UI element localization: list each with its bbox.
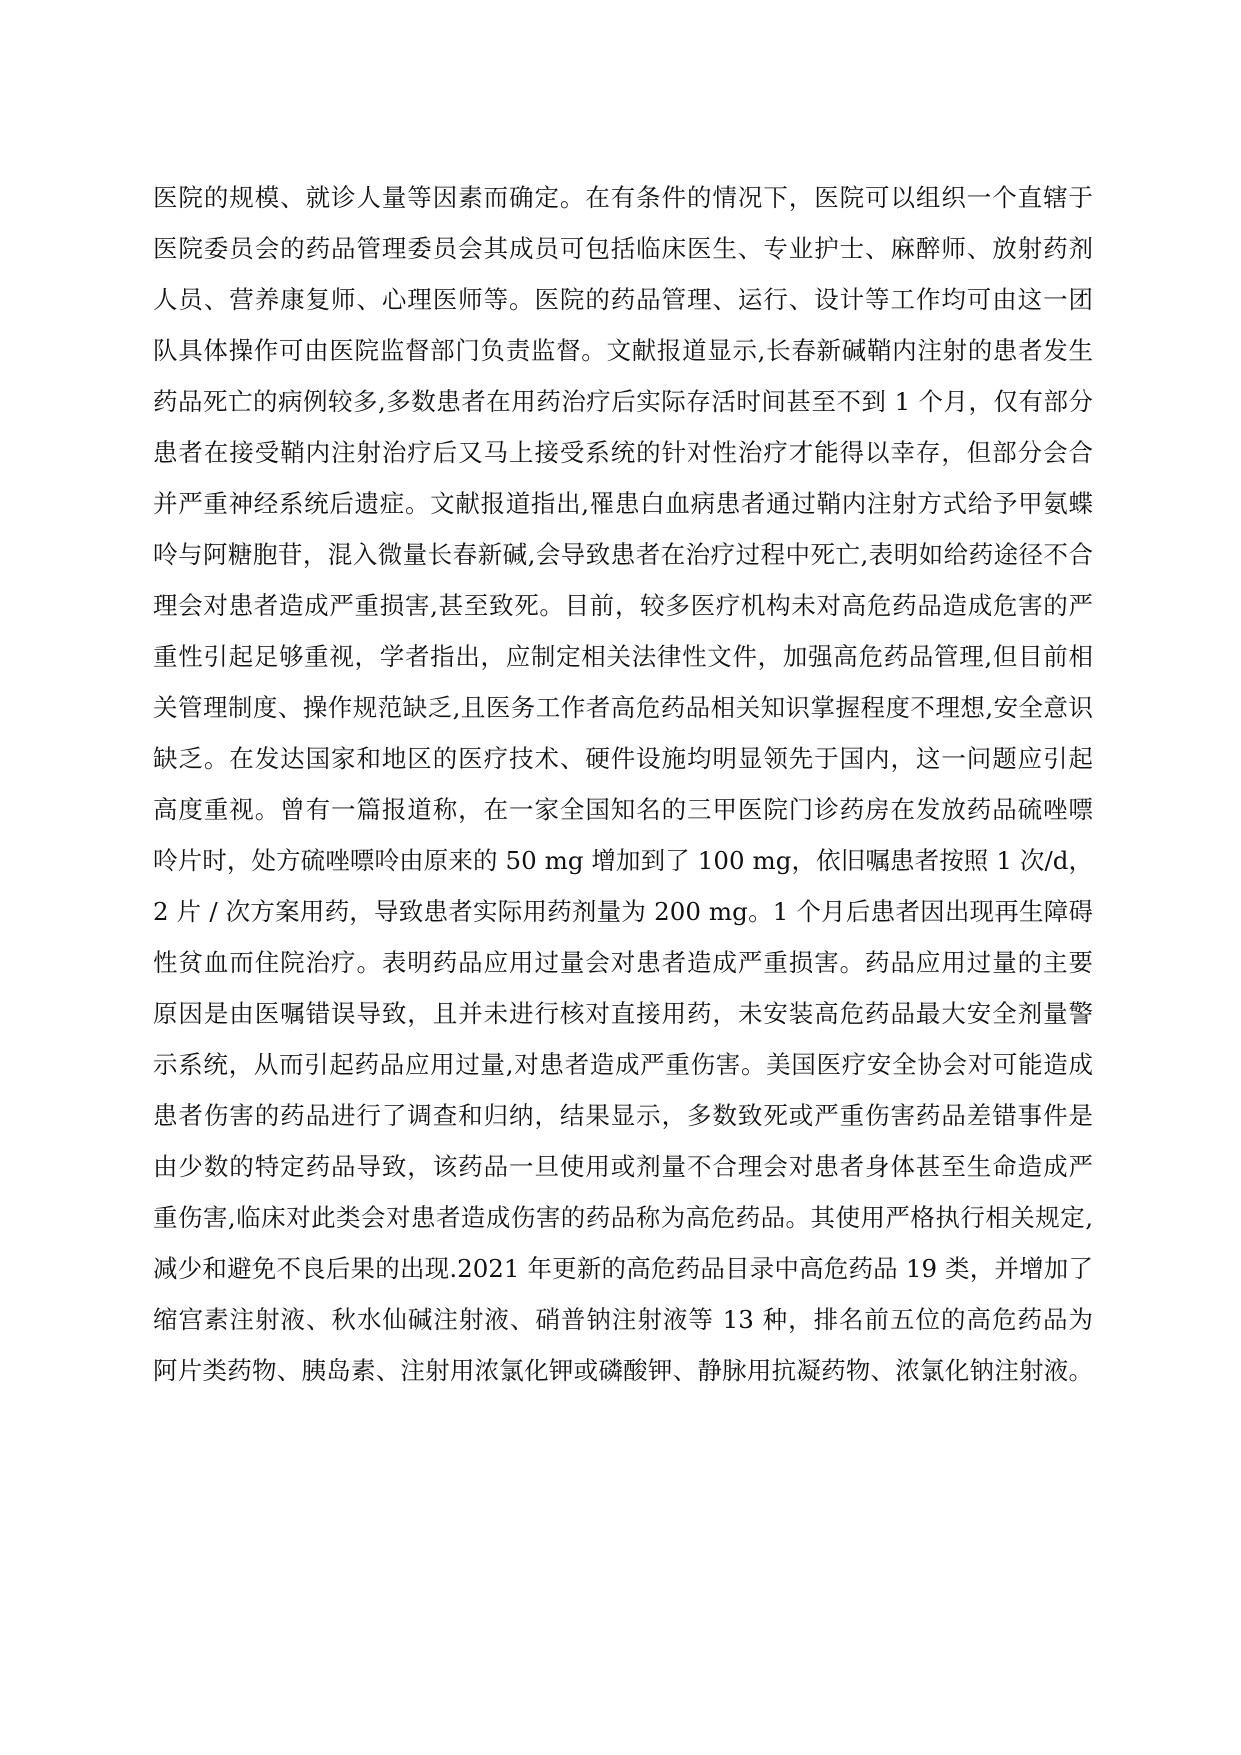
body-paragraph — [153, 172, 1093, 1396]
text-line-22: 减少和避免不良后果的出现.2021 年更新的高危药品目录中高危药品 19 类，并增加了 — [153, 1254, 1093, 1283]
text-line-21: 重伤害,临床对此类会对患者造成伤害的药品称为高危药品。其使用严格执行相关规定, — [153, 1203, 1093, 1232]
text-line-16: 性贫血而住院治疗。表明药品应用过量会对患者造成严重损害。药品应用过量的主要 — [153, 948, 1093, 977]
text-line-15: 2 片 / 次方案用药，导致患者实际用药剂量为 200 mg。1 个月后患者因出现再生障碍 — [153, 897, 1093, 926]
text-line-19: 患者伤害的药品进行了调查和归纳，结果显示，多数致死或严重伤害药品差错事件是 — [153, 1101, 1093, 1130]
text-line-5: 药品死亡的病例较多,多数患者在用药治疗后实际存活时间甚至不到 1 个月，仅有部分 — [153, 387, 1093, 416]
text-line-18: 示系统，从而引起药品应用过量,对患者造成严重伤害。美国医疗安全协会对可能造成 — [153, 1050, 1093, 1079]
text-line-10: 重性引起足够重视，学者指出，应制定相关法律性文件，加强高危药品管理,但目前相 — [153, 642, 1093, 671]
text-line-14: 呤片时，处方硫唑嘌呤由原来的 50 mg 增加到了 100 mg，依旧嘱患者按照 1 次/d， — [153, 846, 1093, 875]
text-line-13: 高度重视。曾有一篇报道称，在一家全国知名的三甲医院门诊药房在发放药品硫唑嘌 — [153, 795, 1093, 824]
text-line-20: 由少数的特定药品导致，该药品一旦使用或剂量不合理会对患者身体甚至生命造成严 — [153, 1152, 1093, 1181]
text-line-23: 缩宫素注射液、秋水仙碱注射液、硝普钠注射液等 13 种，排名前五位的高危药品为 — [153, 1305, 1093, 1334]
text-line-2: 医院委员会的药品管理委员会其成员可包括临床医生、专业护士、麻醉师、放射药剂 — [153, 234, 1093, 263]
text-line-12: 缺乏。在发达国家和地区的医疗技术、硬件设施均明显领先于国内，这一问题应引起 — [153, 744, 1093, 773]
text-line-24: 阿片类药物、胰岛素、注射用浓氯化钾或磷酸钾、静脉用抗凝药物、浓氯化钠注射液。 — [153, 1356, 1093, 1385]
text-line-6: 患者在接受鞘内注射治疗后又马上接受系统的针对性治疗才能得以幸存，但部分会合 — [153, 438, 1093, 467]
text-line-8: 呤与阿糖胞苷，混入微量长春新碱,会导致患者在治疗过程中死亡,表明如给药途径不合 — [153, 540, 1093, 569]
text-line-9: 理会对患者造成严重损害,甚至致死。目前，较多医疗机构未对高危药品造成危害的严 — [153, 591, 1093, 620]
text-line-1: 医院的规模、就诊人量等因素而确定。在有条件的情况下，医院可以组织一个直辖于 — [153, 183, 1093, 212]
text-line-11: 关管理制度、操作规范缺乏,且医务工作者高危药品相关知识掌握程度不理想,安全意识 — [153, 693, 1093, 722]
text-line-4: 队具体操作可由医院监督部门负责监督。文献报道显示,长春新碱鞘内注射的患者发生 — [153, 336, 1093, 365]
text-line-7: 并严重神经系统后遗症。文献报道指出,罹患白血病患者通过鞘内注射方式给予甲氨蝶 — [153, 489, 1093, 518]
text-line-3: 人员、营养康复师、心理医师等。医院的药品管理、运行、设计等工作均可由这一团 — [153, 285, 1093, 314]
text-line-17: 原因是由医嘱错误导致，且并未进行核对直接用药，未安装高危药品最大安全剂量警 — [153, 999, 1093, 1028]
